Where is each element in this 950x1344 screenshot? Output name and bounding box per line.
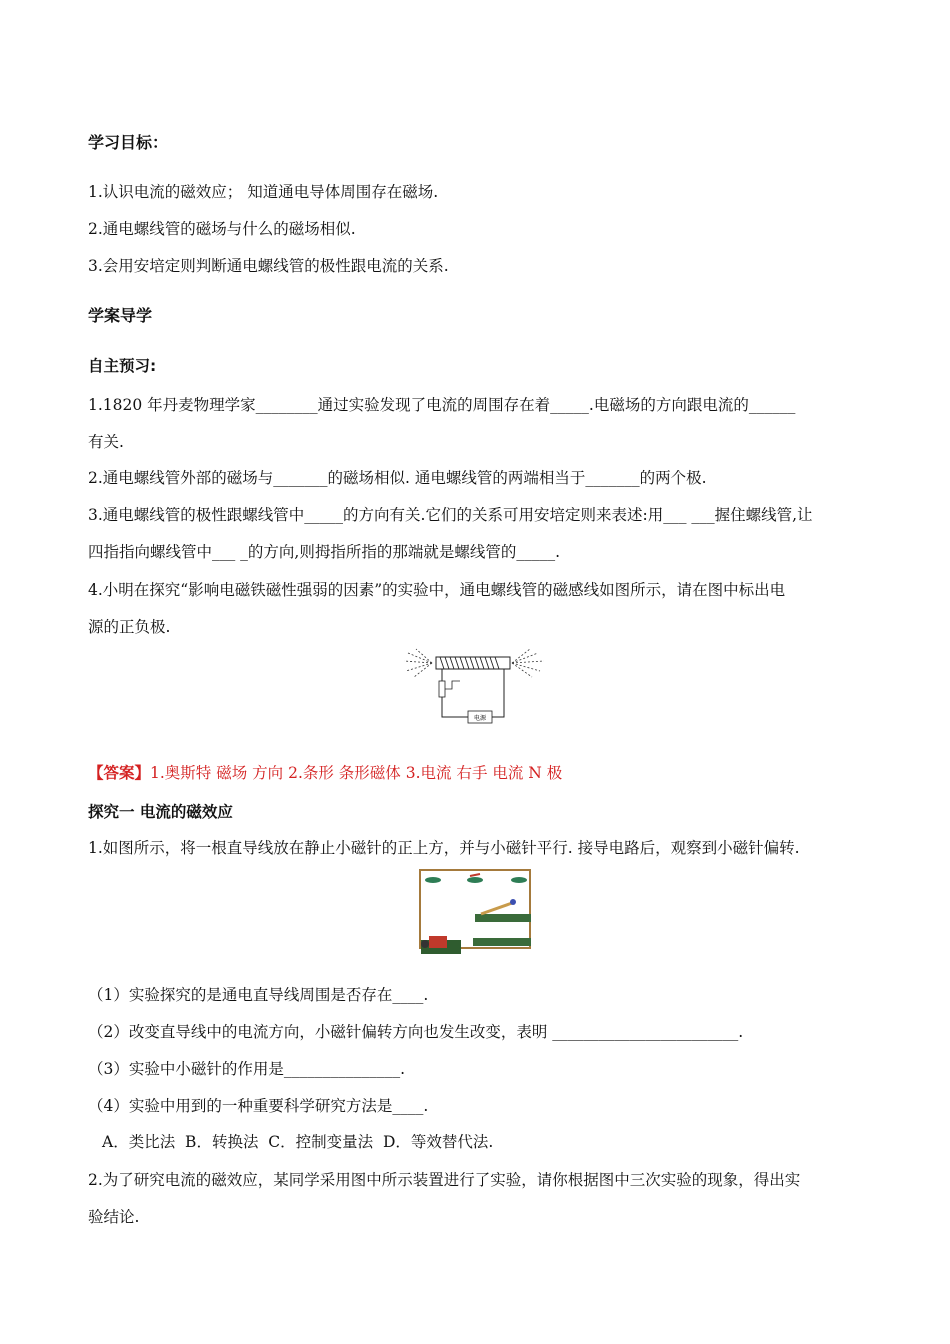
answer-text: 1.奥斯特 磁场 方向 2.条形 条形磁体 3.电流 右手 电流 N 极 — [150, 764, 563, 782]
solenoid-circuit-figure — [400, 645, 550, 725]
explore1-sub1: （1）实验探究的是通电直导线周围是否存在____. — [88, 986, 429, 1004]
preview-q3-line2: 四指指向螺线管中___ _的方向,则拇指所指的那端就是螺线管的_____. — [88, 543, 561, 561]
preview-q3-line1: 3.通电螺线管的极性跟螺线管中_____的方向有关.它们的关系可用安培定则来表述:用___ ___握住螺线管,让 — [88, 506, 813, 524]
preview-q4-line2: 源的正负极. — [88, 618, 171, 636]
explore1-sub2: （2）改变直导线中的电流方向，小磁针偏转方向也发生改变，表明 ________________________. — [88, 1023, 744, 1041]
goal-item-1: 1.认识电流的磁效应； 知道通电导体周围存在磁场. — [88, 183, 439, 201]
explore1-heading: 探究一 电流的磁效应 — [88, 803, 233, 821]
preview-heading: 自主预习: — [88, 357, 157, 375]
guide-heading: 学案导学 — [88, 306, 153, 325]
preview-q4-line1: 4.小明在探究“影响电磁铁磁性强弱的因素”的实验中，通电螺线管的磁感线如图所示，请在图中标出电 — [88, 581, 786, 599]
answer-tag: 【答案】 — [88, 764, 151, 782]
goal-item-3: 3.会用安培定则判断通电螺线管的极性跟电流的关系. — [88, 257, 449, 275]
goal-item-2: 2.通电螺线管的磁场与什么的磁场相似. — [88, 220, 356, 238]
preview-q2: 2.通电螺线管外部的磁场与_______的磁场相似. 通电螺线管的两端相当于_______的两个极. — [88, 469, 707, 487]
goals-heading: 学习目标： — [88, 133, 169, 152]
explore1-q2-line2: 验结论. — [88, 1208, 140, 1226]
explore1-options: A．类比法 B．转换法 C．控制变量法 D．等效替代法. — [102, 1133, 494, 1151]
wire-compass-apparatus-figure — [415, 866, 535, 958]
preview-q1-line1: 1.1820 年丹麦物理学家________通过实验发现了电流的周围存在着_____.电磁场的方向跟电流的______ — [88, 396, 796, 414]
preview-q1-line2: 有关. — [88, 433, 124, 451]
explore1-q2-line1: 2.为了研究电流的磁效应，某同学采用图中所示装置进行了实验，请你根据图中三次实验的现象，得出实 — [88, 1171, 801, 1189]
explore1-sub4: （4）实验中用到的一种重要科学研究方法是____. — [88, 1097, 429, 1115]
explore1-sub3: （3）实验中小磁针的作用是_______________. — [88, 1060, 406, 1078]
answer-line — [88, 763, 562, 783]
explore1-q1: 1.如图所示，将一根直导线放在静止小磁针的正上方，并与小磁针平行. 接导电路后，观察到小磁针偏转. — [88, 839, 800, 857]
power-source-label: 电源 — [473, 715, 487, 722]
